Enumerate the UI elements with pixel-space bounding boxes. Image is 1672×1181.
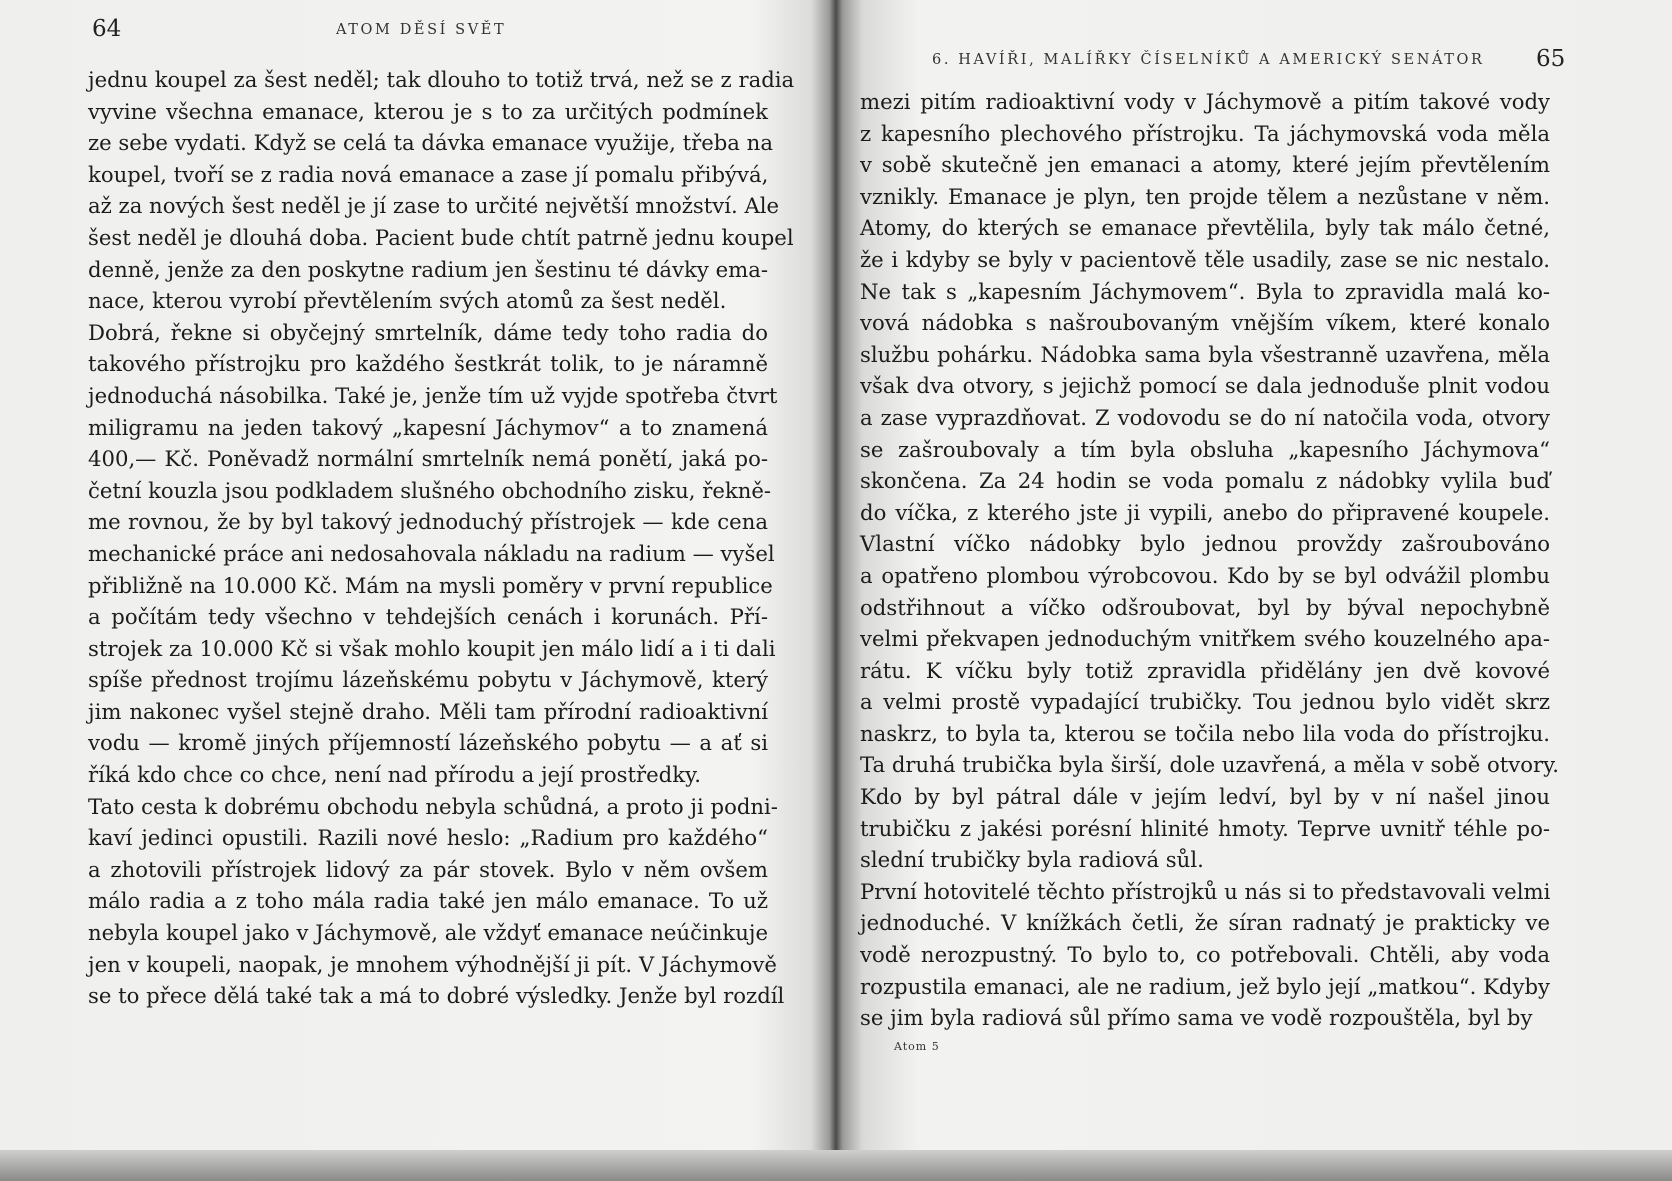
text-line: kaví jedinci opustili. Razili nové heslo: „Radium pro každého“ [88, 825, 768, 851]
text-line: do víčka, z kterého jste ji vypili, anebo do připravené koupele. [860, 499, 1550, 525]
left-page [0, 0, 820, 1181]
text-line: však dva otvory, s jejichž pomocí se dala jednoduše plnit vodou [860, 373, 1550, 399]
text-line: Dobrá, řekne si obyčejný smrtelník, dáme tedy toho radia do [88, 319, 768, 345]
running-head: 6. HAVÍŘI, MALÍŘKY ČÍSELNÍKŮ A AMERICKÝ SENÁTOR [932, 52, 1485, 68]
text-line: vodu — kromě jiných příjemností lázeňského pobytu — a ať si [88, 730, 768, 756]
body-text [860, 86, 1559, 1034]
text-line: spíše přednost trojímu lázeňskému pobytu v Jáchymově, který [88, 667, 768, 693]
text-line: skončena. Za 24 hodin se voda pomalu z nádobky vylila buď [860, 468, 1550, 494]
text-line: a zase vyprazdňovat. Z vodovodu se do ní natočila voda, otvory [860, 404, 1550, 430]
text-line: První hotovitelé těchto přístrojků u nás si to představovali velmi [860, 878, 1551, 904]
text-line: Vlastní víčko nádobky bylo jednou provždy zašroubováno [860, 531, 1550, 557]
text-line: službu pohárku. Nádobka sama byla všestranně uzavřena, měla [860, 341, 1550, 367]
text-line: jednu koupel za šest neděl; tak dlouho to totiž trvá, než se z radia [88, 67, 795, 92]
text-line: strojek za 10.000 Kč si však mohlo koupit jen málo lidí a i ti dali [88, 635, 776, 661]
text-line: se jim byla radiová sůl přímo sama ve vodě rozpouštěla, byl by [860, 1005, 1533, 1031]
text-line: ze sebe vydati. Když se celá ta dávka emanace využije, třeba na [88, 130, 773, 156]
text-line: slední trubičky byla radiová sůl. [860, 847, 1204, 873]
running-head: ATOM DĚSÍ SVĚT [336, 22, 507, 38]
text-line: takového přístrojku pro každého šestkrát tolik, to je náramně [88, 351, 768, 377]
body-text [88, 64, 795, 1012]
text-line: vová nádobka s našroubovaným vnějším víkem, které konalo [860, 310, 1550, 336]
text-line: jim nakonec vyšel stejně draho. Měli tam přírodní radioaktivní [88, 698, 768, 724]
text-line: šest neděl je dlouhá doba. Pacient bude chtít patrně jednu koupel [88, 224, 794, 250]
text-line: trubičku z jakési porésní hlinité hmoty. Teprve uvnitř téhle po- [860, 815, 1550, 841]
text-line: jednoduchá násobilka. Také je, jenže tím už vyjde spotřeba čtvrt [88, 382, 778, 408]
text-line: me rovnou, že by byl takový jednoduchý přístrojek — kde cena [88, 509, 768, 535]
text-line: vodě nerozpustný. To bylo to, co potřebovali. Chtěli, aby voda [860, 942, 1550, 968]
text-line: miligramu na jeden takový „kapesní Jáchymov“ a to znamená [88, 414, 768, 440]
text-line: nebyla koupel jako v Jáchymově, ale vždyť emanace neúčinkuje [88, 920, 768, 946]
text-line: se zašroubovaly a tím byla obsluha „kapesního Jáchymova“ [860, 436, 1550, 462]
text-line: a počítám tedy všechno v tehdejších cenách i korunách. Pří- [88, 604, 768, 630]
text-line: že i kdyby se byly v pacientově těle usadily, zase se nic nestalo. [860, 246, 1550, 272]
text-line: rozpustila emanaci, ale ne radium, jež bylo její „matkou“. Kdyby [860, 973, 1550, 999]
text-line: 400,— Kč. Poněvadž normální smrtelník nemá ponětí, jaká po- [88, 446, 768, 472]
text-line: Tato cesta k dobrému obchodu nebyla schůdná, a proto ji podni- [88, 793, 778, 819]
text-line: Atomy, do kterých se emanace převtělila, byly tak málo četné, [860, 215, 1550, 241]
text-line: Kdo by byl pátral dále v jejím ledví, byl by v ní našel jinou [860, 784, 1550, 810]
text-line: koupel, tvoří se z radia nová emanace a zase jí pomalu přibývá, [88, 161, 769, 187]
text-line: říká kdo chce co chce, není nad přírodu a její prostředky. [88, 762, 701, 788]
text-line: mezi pitím radioaktivní vody v Jáchymově a pitím takové vody [860, 89, 1550, 114]
book-bottom-edge [0, 1150, 1672, 1181]
signature-mark: Atom 5 [894, 1040, 940, 1053]
text-line: mechanické práce ani nedosahovala nákladu na radium — vyšel [88, 540, 775, 566]
text-line: denně, jenže za den poskytne radium jen šestinu té dávky ema- [88, 256, 768, 282]
text-line: a velmi prostě vypadající trubičky. Tou jednou bylo vidět skrz [860, 689, 1550, 715]
right-page [852, 0, 1672, 1181]
page-number: 65 [1536, 46, 1566, 72]
text-line: vyvine všechna emanace, kterou je s to za určitých podmínek [88, 98, 768, 124]
text-line: naskrz, to byla ta, kterou se točila nebo lila voda do přístrojku. [860, 720, 1550, 746]
text-line: v sobě skutečně jen emanaci a atomy, které jejím převtělením [860, 152, 1550, 178]
text-line: rátu. K víčku byly totiž zpravidla přidělány jen dvě kovové [860, 657, 1550, 683]
text-line: Ta druhá trubička byla širší, dole uzavřená, a měla v sobě otvory. [860, 752, 1559, 778]
text-line: až za nových šest neděl je jí zase to určité největší množství. Ale [88, 193, 780, 219]
page-number: 64 [92, 16, 122, 42]
text-line: Ne tak s „kapesním Jáchymovem“. Byla to zpravidla malá ko- [860, 278, 1550, 304]
text-line: málo radia a z toho mála radia také jen málo emanace. To už [88, 888, 768, 914]
text-line: vznikly. Emanace je plyn, ten projde tělem a nezůstane v něm. [860, 183, 1550, 209]
text-line: přibližně na 10.000 Kč. Mám na mysli poměry v první republice [88, 572, 773, 598]
text-line: nace, kterou vyrobí převtělením svých atomů za šest neděl. [88, 288, 727, 314]
text-line: a opatřeno plombou výrobcovou. Kdo by se byl odvážil plombu [860, 562, 1550, 588]
text-line: se to přece dělá také tak a má to dobré výsledky. Jenže byl rozdíl [88, 983, 785, 1009]
text-line: odstřihnout a víčko odšroubovat, byl by býval nepochybně [860, 594, 1550, 620]
text-line: jen v koupeli, naopak, je mnohem výhodnější ji pít. V Jáchymově [88, 951, 777, 977]
text-line: a zhotovili přístrojek lidový za pár stovek. Bylo v něm ovšem [88, 856, 768, 882]
text-line: velmi překvapen jednoduchým vnitřkem svého kouzelného apa- [860, 626, 1550, 652]
text-line: četní kouzla jsou podkladem slušného obchodního zisku, řekně- [88, 477, 772, 503]
text-line: jednoduché. V knížkách četli, že síran radnatý je prakticky ve [860, 910, 1550, 936]
text-line: z kapesního plechového přístrojku. Ta jáchymovská voda měla [860, 120, 1550, 146]
